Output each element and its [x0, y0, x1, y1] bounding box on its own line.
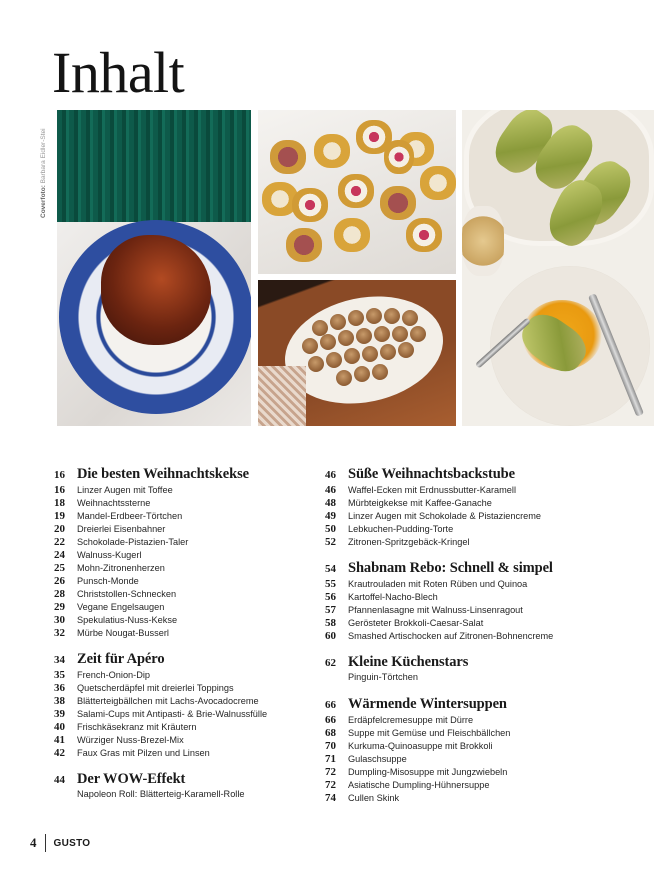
toc-entry[interactable] [54, 747, 304, 760]
toc-entry[interactable] [325, 497, 625, 510]
entry-page-number: 38 [54, 695, 65, 707]
entry-page-number: 18 [54, 497, 65, 509]
toc-entry[interactable] [325, 753, 625, 766]
entry-title: Blätterteigbällchen mit Lachs-Avocadocreme [77, 696, 259, 706]
entry-page-number: 35 [54, 669, 65, 681]
entry-title: Pinguin-Törtchen [348, 672, 418, 682]
entry-title: Mürbteigkekse mit Kaffee-Ganache [348, 498, 492, 508]
entry-title: Gerösteter Brokkoli-Caesar-Salat [348, 618, 484, 628]
page-title: Inhalt [52, 40, 185, 105]
entry-title: Krautrouladen mit Roten Rüben und Quinoa [348, 579, 528, 589]
toc-entry[interactable] [54, 523, 304, 536]
entry-title: Schokolade-Pistazien-Taler [77, 537, 189, 547]
toc-section-heading[interactable] [54, 771, 304, 789]
entry-title: Lebkuchen-Pudding-Torte [348, 524, 454, 534]
entry-title: Dumpling-Misosuppe mit Jungzwiebeln [348, 767, 508, 777]
credit-name: Barbara Eidler-Stei [40, 128, 47, 184]
toc-entry[interactable] [54, 708, 304, 721]
toc-entry[interactable] [325, 510, 625, 523]
entry-page-number: 66 [325, 714, 336, 726]
entry-title: Quetscherdäpfel mit dreierlei Toppings [77, 683, 234, 693]
toc-entry[interactable] [325, 604, 625, 617]
entry-title: Dreierlei Eisenbahner [77, 524, 166, 534]
section-title: Shabnam Rebo: Schnell & simpel [348, 560, 553, 576]
section-page-number: 16 [54, 469, 65, 481]
section-title: Die besten Weihnachtskekse [77, 466, 249, 482]
toc-entry[interactable] [325, 727, 625, 740]
toc-entry[interactable] [54, 549, 304, 562]
entry-title: Mürbe Nougat-Busserl [77, 628, 169, 638]
section-title: Der WOW-Effekt [77, 771, 186, 787]
entry-page-number: 25 [54, 562, 65, 574]
toc-section [54, 771, 304, 802]
entry-title: Linzer Augen mit Schokolade & Pistaziencreme [348, 511, 542, 521]
entry-page-number: 32 [54, 627, 65, 639]
entry-title: Smashed Artischocken auf Zitronen-Bohnencreme [348, 631, 554, 641]
section-title: Wärmende Wintersuppen [348, 696, 507, 712]
toc-entry[interactable] [325, 630, 625, 643]
entry-title: Christstollen-Schnecken [77, 589, 177, 599]
entry-page-number: 74 [325, 792, 336, 804]
photo-credit [40, 108, 50, 218]
toc-entry[interactable] [54, 669, 304, 682]
entry-title: Spekulatius-Nuss-Kekse [77, 615, 178, 625]
toc-entry[interactable] [325, 617, 625, 630]
entry-title: Cullen Skink [348, 793, 400, 803]
toc-entry[interactable] [54, 562, 304, 575]
toc-entry[interactable] [325, 578, 625, 591]
entry-page-number: 16 [54, 484, 65, 496]
toc-entry[interactable] [325, 779, 625, 792]
entry-page-number: 29 [54, 601, 65, 613]
footer-divider [45, 834, 46, 852]
toc-entry[interactable] [54, 721, 304, 734]
toc-entry[interactable] [325, 536, 625, 549]
toc-section-heading[interactable] [325, 560, 625, 578]
toc-section-heading[interactable] [325, 654, 625, 672]
entry-page-number: 41 [54, 734, 65, 746]
toc-entry[interactable] [54, 789, 304, 802]
entry-page-number: 71 [325, 753, 336, 765]
toc-entry[interactable] [54, 601, 304, 614]
entry-title: Linzer Augen mit Toffee [77, 485, 173, 495]
toc-entry[interactable] [54, 588, 304, 601]
entry-page-number: 26 [54, 575, 65, 587]
toc-left-column [54, 466, 304, 813]
entry-title: Gulaschsuppe [348, 754, 407, 764]
entry-page-number: 48 [325, 497, 336, 509]
toc-entry[interactable] [54, 682, 304, 695]
section-page-number: 54 [325, 563, 336, 575]
toc-entry[interactable] [325, 792, 625, 805]
entry-title: Napoleon Roll: Blätterteig-Karamell-Rolle [77, 789, 245, 799]
entry-page-number: 24 [54, 549, 65, 561]
entry-title: Walnuss-Kugerl [77, 550, 142, 560]
toc-section-heading[interactable] [325, 696, 625, 714]
entry-title: Kurkuma-Quinoasuppe mit Brokkoli [348, 741, 493, 751]
entry-page-number: 57 [325, 604, 336, 616]
entry-page-number: 30 [54, 614, 65, 626]
section-page-number: 62 [325, 657, 336, 669]
page-number: 4 [30, 835, 37, 850]
toc-entry[interactable] [325, 591, 625, 604]
toc-section [325, 466, 625, 549]
entry-title: Erdäpfelcremesuppe mit Dürre [348, 715, 474, 725]
photo-meringues-tray [258, 280, 456, 426]
toc-section [325, 560, 625, 643]
section-title: Kleine Küchenstars [348, 654, 469, 670]
toc-section-heading[interactable] [54, 651, 304, 669]
entry-page-number: 70 [325, 740, 336, 752]
toc-section-heading[interactable] [54, 466, 304, 484]
entry-title: Mohn-Zitronenherzen [77, 563, 165, 573]
toc-entry[interactable] [325, 523, 625, 536]
section-page-number: 34 [54, 654, 65, 666]
entry-page-number: 56 [325, 591, 336, 603]
entry-page-number: 60 [325, 630, 336, 642]
toc-section-heading[interactable] [325, 466, 625, 484]
entry-page-number: 50 [325, 523, 336, 535]
toc-entry[interactable] [325, 672, 625, 685]
photo-cabbage-rolls [462, 110, 654, 426]
toc-entry[interactable] [54, 497, 304, 510]
section-page-number: 66 [325, 699, 336, 711]
entry-title: Salami-Cups mit Antipasti- & Brie-Walnussfülle [77, 709, 268, 719]
section-title: Süße Weihnachtsbackstube [348, 466, 515, 482]
entry-title: Vegane Engelsaugen [77, 602, 165, 612]
entry-title: Kartoffel-Nacho-Blech [348, 592, 438, 602]
entry-page-number: 36 [54, 682, 65, 694]
photo-toast-appetizers [258, 110, 456, 274]
toc-section [54, 466, 304, 640]
toc-entry[interactable] [325, 766, 625, 779]
entry-title: Zitronen-Spritzgebäck-Kringel [348, 537, 470, 547]
entry-page-number: 46 [325, 484, 336, 496]
entry-page-number: 49 [325, 510, 336, 522]
toc-entry[interactable] [54, 614, 304, 627]
entry-title: Weihnachtssterne [77, 498, 151, 508]
entry-title: Punsch-Monde [77, 576, 139, 586]
entry-title: Waffel-Ecken mit Erdnussbutter-Karamell [348, 485, 516, 495]
entry-page-number: 72 [325, 766, 336, 778]
entry-page-number: 19 [54, 510, 65, 522]
entry-title: Asiatische Dumpling-Hühnersuppe [348, 780, 490, 790]
toc-entry[interactable] [54, 536, 304, 549]
toc-entry[interactable] [325, 714, 625, 727]
entry-page-number: 72 [325, 779, 336, 791]
section-title: Zeit für Apéro [77, 651, 165, 667]
toc-entry[interactable] [325, 484, 625, 497]
entry-title: Frischkäsekranz mit Kräutern [77, 722, 197, 732]
entry-page-number: 58 [325, 617, 336, 629]
entry-page-number: 39 [54, 708, 65, 720]
toc-right-column [325, 466, 625, 816]
photo-roast-duck-plate [57, 110, 251, 426]
entry-title: Würziger Nuss-Brezel-Mix [77, 735, 184, 745]
toc-entry[interactable] [54, 484, 304, 497]
magazine-name: GUSTO [53, 837, 91, 849]
entry-title: French-Onion-Dip [77, 670, 151, 680]
entry-page-number: 22 [54, 536, 65, 548]
toc-entry[interactable] [54, 627, 304, 640]
toc-entry[interactable] [325, 740, 625, 753]
toc-entry[interactable] [54, 695, 304, 708]
toc-section [54, 651, 304, 760]
entry-title: Faux Gras mit Pilzen und Linsen [77, 748, 210, 758]
section-page-number: 46 [325, 469, 336, 481]
page-footer [30, 834, 90, 852]
toc-section [325, 696, 625, 805]
entry-title: Suppe mit Gemüse und Fleischbällchen [348, 728, 511, 738]
entry-page-number: 20 [54, 523, 65, 535]
entry-title: Pfannenlasagne mit Walnuss-Linsenragout [348, 605, 523, 615]
section-page-number: 44 [54, 774, 65, 786]
entry-page-number: 68 [325, 727, 336, 739]
entry-title: Mandel-Erdbeer-Törtchen [77, 511, 183, 521]
entry-page-number: 40 [54, 721, 65, 733]
entry-page-number: 42 [54, 747, 65, 759]
entry-page-number: 28 [54, 588, 65, 600]
credit-label: Coverfoto: [40, 185, 47, 218]
entry-page-number: 52 [325, 536, 336, 548]
toc-entry[interactable] [54, 734, 304, 747]
toc-entry[interactable] [54, 575, 304, 588]
toc-entry[interactable] [54, 510, 304, 523]
entry-page-number: 55 [325, 578, 336, 590]
toc-section [325, 654, 625, 685]
